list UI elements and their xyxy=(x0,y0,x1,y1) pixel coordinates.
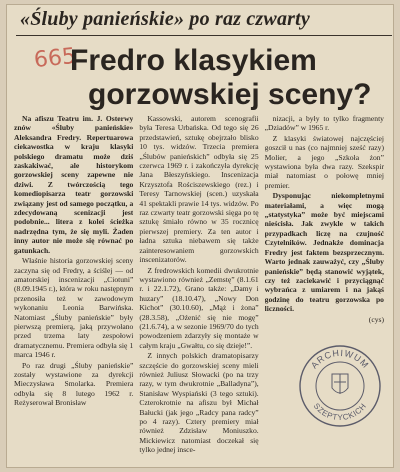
svg-text:SZEPTYCKICH xyxy=(312,401,369,422)
signoff: (cys) xyxy=(368,314,384,324)
paragraph: Z fredrowskich komedii dwukrotnie wystawiono również „Zemstę” (8.1.61 r. i 22.1.72), Grano także: „Damy i huzary” (18.10.47), „Nowy Don Kichot” (30.10.60), „Mąż i żona” (28.3.58), „Oźenić się nie mogę” (21.6.74), a w sezonie 1969/70 do tych powodzeniem zdarzyły się montaże w całym kraju „Gwałtu, co się dzieje!”. xyxy=(139,265,259,350)
paragraph: nizacji, a były to tylko fragmenty „Dziadów” w 1965 r. xyxy=(264,114,384,133)
stamp-top-text: ARCHIWUM xyxy=(308,347,372,371)
headline xyxy=(70,44,390,112)
paragraph: Na afiszu Teatru im. J. Osterwy znów «Śluby panieńskie» Aleksandra Fredry. Repertuarowa ciekawostka w kraju klasyki polskiego dramatu może dziś zaskakiwać, ale historykom gorzowskiej sceny zapewne nie dziwi. Z twórczością tego komediopisarza teatr gorzowski związany jest od samego początku, a zdecydowaną scenizacji jest podobnie... litera z kolei ścieżka nadrzędna tym, że się myli. Żaden inny autor nie może się równać po gatunkach. xyxy=(14,114,134,255)
paragraph: Właśnie historia gorzowskiej sceny zaczyna się od Fredry, a ściślej — od amatorskiej inscenizacji „Ciotuni” (8.09.1945 r.), która w roku następnym przenosiła też w zawodowym wykonaniu Leonia Barwińska. Natomiast „Śluby panieńskie” były pierwszą premierą, jaką przywołano przed trzema laty zespołowi dramatycznemu. Premiera odbyła się 1 marca 1946 r. xyxy=(14,256,134,360)
paragraph: Kassowski, autorem scenografii była Teresa Urbańska. Od tego się 26 przedstawień, sztukę obejrzało blisko 10 tys. widzów. Trzecia premiera „Ślubów panieńskich” odbyła się 25 czerwca 1969 r. i zakończyła dyrekcję Jana Błeszyńskiego. Inscenizacja Krzysztofa Rościszewskiego (rez.) i Teresy Tarnowskiej (scen.) uzyskała 41 spektakli prawie 14 tys. widzów. Po raz czwarty teatr gorzowski sięga po tę sztukę śmiało równo w 35 rocznicę pierwszej premiery. Za ten autor i ładna sztuka niebawem się także zainteresowaniem gorzowskich inscenizatorów. xyxy=(139,114,259,265)
paragraph: Z klasyki światowej najczęściej goszcił u nas (co najmniej sześć razy) Molier, a jego „Szkoła żon” wystawiona była dwa razy. Szekspir miał natomiast o połowę mniej premier. xyxy=(264,133,384,190)
article-column-2 xyxy=(139,114,258,458)
article-column-1 xyxy=(14,114,133,458)
kicker-title: «Śluby panieńskie» po raz czwarty xyxy=(20,8,310,30)
archive-stamp xyxy=(298,344,382,428)
paragraph: Dysponując niekompletnymi materiałami, a więc mogą „statystyka” może być miejscami nieścisła. Jak zwykle w takich przypadkach liczę na czujność Czytelników. Jednakże dominacja Fredry jest faktem bezsprzecznym. Warto jednak zauważyć, czy „Śluby panieńskie” będą stanowić wyjątek, czy też zaciekawić i przyciągnąć wybrańca z umiarem i na jakąś godzinę do teatru gorzowska po liczności. xyxy=(264,191,384,314)
headline-line-2: gorzowskiej sceny? xyxy=(88,78,372,111)
headline-line-1: Fredro klasykiem xyxy=(70,44,317,77)
svg-text:ARCHIWUM xyxy=(309,348,371,371)
paragraph: Po raz drugi „Śluby panieńskie” zostały wystawione za dyrekcji Mieczysława Smolarka. Premiera odbyła się 8 lutego 1962 r. Reżyserował Bronisław xyxy=(14,360,134,408)
kicker-rule xyxy=(16,35,392,36)
paragraph: Z innych polskich dramatopisarzy szczęście do gorzowskiej sceny mieli również Juliusz Słowacki (po na trzy razy, w tym dwukrotnie „Balladyna”), Stanisław Wyspiański (3 tego sztuki). Czterokrotnie na afiszu był Michał Bałucki (jak jego „Radcy pana radcy” po 4 razy). Cztery premiery miał również Zdzisław Moniuszko. Mickiewicz natomiast doczekał się tylko jednej insce- xyxy=(139,351,259,455)
handwritten-number: 665 xyxy=(32,43,78,74)
stamp-bottom-text: SZEPTYCKICH xyxy=(311,401,369,423)
coat-of-arms-icon xyxy=(332,374,348,394)
